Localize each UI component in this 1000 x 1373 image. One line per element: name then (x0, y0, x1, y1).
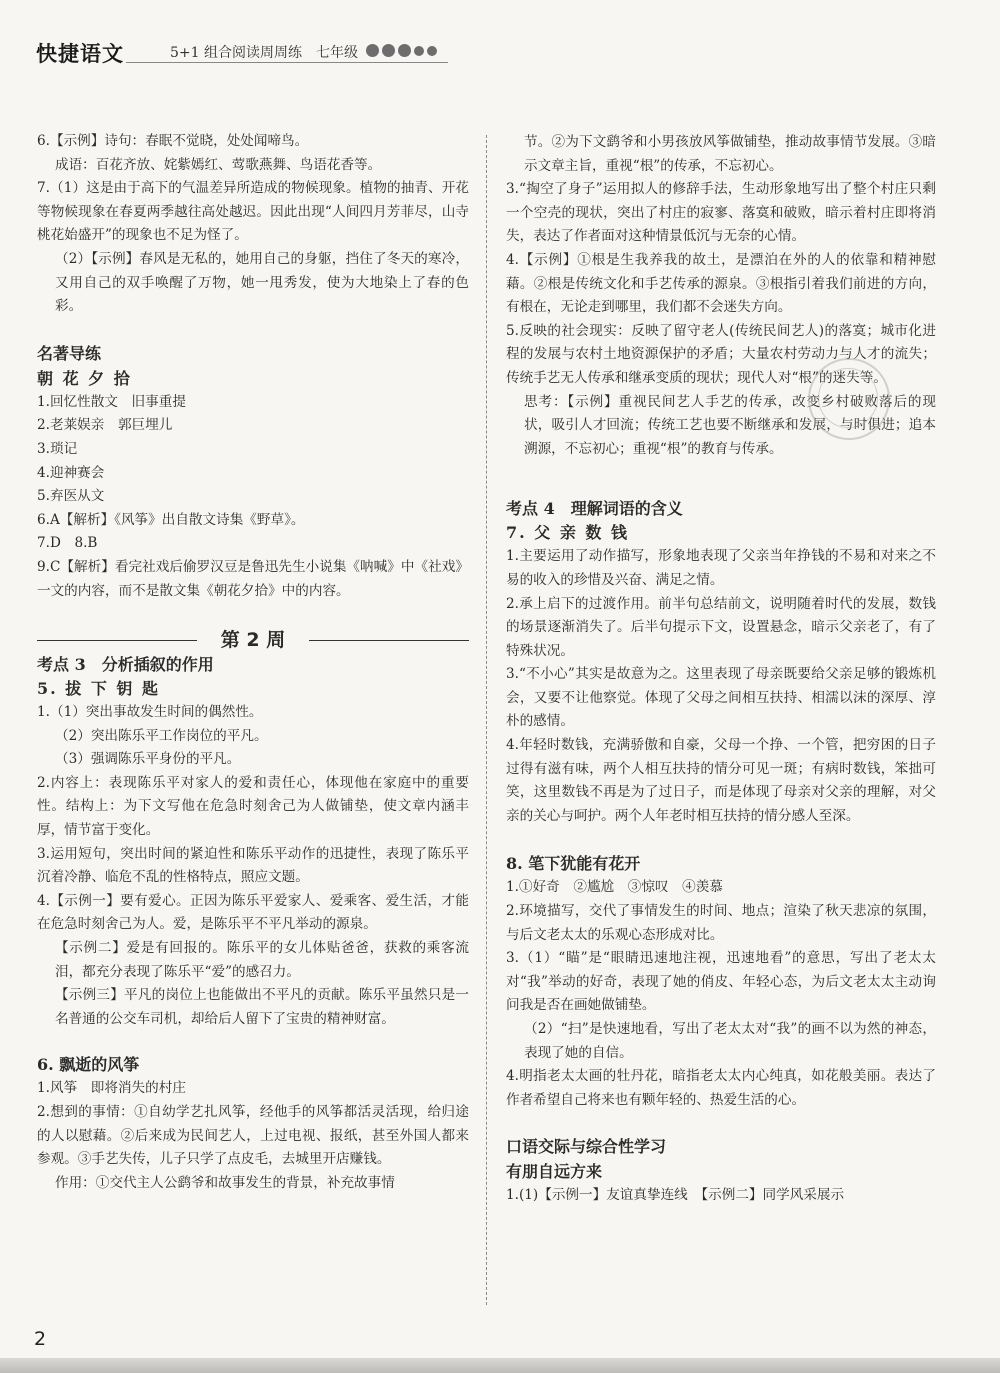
article-7-title: 7. 父 亲 数 钱 (506, 523, 629, 543)
answer-6-idioms: 成语：百花齐放、姹紫嫣红、莺歌燕舞、鸟语花香等。 (55, 156, 382, 173)
a5-answer-1-1: 1.（1）突出事故发生时间的偶然性。 (37, 704, 263, 721)
kaodian-4-title: 考点 4 理解词语的含义 (506, 499, 683, 519)
section-kouyu-title: 口语交际与综合性学习 (506, 1137, 667, 1157)
a6-answer-2-function: 作用：①交代主人公鹞爷和故事发生的背景，补充故事情 (55, 1174, 395, 1191)
a8-answer-1: 1.①好奇 ②尴尬 ③惊叹 ④羡慕 (506, 879, 723, 896)
a7-answer-3: 3.“不小心”其实是故意为之。这里表现了母亲既要给父亲足够的锻炼机会，又要不让他察觉。体现了父母之间相互扶持、相濡以沫的深厚、淳朴的感情。 (506, 666, 936, 730)
a6-answer-3: 3.“掏空了身子”运用拟人的修辞手法，生动形象地写出了整个村庄只剩一个空壳的现状，突出了村庄的寂寥、落寞和破败，暗示着村庄即将消失，表达了作者面对这种情景低沉与无奈的心情。 (506, 181, 936, 245)
mingzhu-answer-6: 6.A【解析】《风筝》出自散文诗集《野草》。 (37, 511, 305, 528)
a8-answer-4: 4.明指老太太画的牡丹花，暗指老太太内心纯真，如花般美丽。表达了作者希望自己将来也有颗年轻的、热爱生活的心。 (506, 1068, 936, 1108)
a6-answer-5: 5.反映的社会现实：反映了留守老人(传统民间艺人)的落寞；城市化进程的发展与农村土地资源保护的矛盾；大量农村劳动力与人才的流失；传统手艺无人传承和继承变质的现状；现代人对“根”的迷失等。 (506, 322, 936, 386)
answer-7-2: （2）【示例】春风是无私的，她用自己的身躯，挡住了冬天的寒冷，又用自己的双手唤醒了万物，她一甩秀发，使为大地染上了春的色彩。 (55, 250, 469, 315)
a6-answer-5-thinking: 思考：【示例】重视民间艺人手艺的传承，改变乡村破败落后的现状，吸引人才回流；传统工艺也要不断继承和发展，与时俱进；追本溯源，不忘初心；重视“根”的教育与传承。 (524, 393, 936, 457)
mingzhu-answer-9: 9.C【解析】看完社戏后偷罗汉豆是鲁迅先生小说集《呐喊》中《社戏》一文的内容，而不是散文集《朝花夕拾》中的内容。 (37, 558, 469, 599)
a6-answer-2: 2.想到的事情：①自幼学艺扎风筝，经他手的风筝都活灵活现，给归途的人以慰藉。②后来成为民间艺人，上过电视、报纸，甚至外国人都来参观。③手艺失传，儿子只学了点皮毛，去城里开店赚钱。 (37, 1104, 469, 1168)
a5-answer-4-example2: 【示例二】爱是有回报的。陈乐平的女儿体贴爸爸，获救的乘客流泪，都充分表现了陈乐平“爱”的感召力。 (55, 940, 469, 980)
a7-answer-4: 4.年轻时数钱，充满骄傲和自豪，父母一个挣、一个管，把穷困的日子过得有滋有味，两个人相互扶持的情分可见一斑；有病时数钱，笨拙可笑，这里数钱不再是为了过日子，而是体现了母亲对父亲的理解，对父亲的关心与呵护。两个人年老时相互扶持的情分感人至深。 (506, 737, 936, 824)
kouyu-answer-1: 1.(1)【示例一】友谊真挚连线 【示例二】同学风采展示 (506, 1187, 845, 1204)
series-subtitle: 5+1 组合阅读周周练 七年级 (170, 45, 358, 61)
section-mingzhu-title: 名著导练 (37, 343, 102, 363)
a6-answer-4: 4.【示例】①根是生我养我的故土，是漂泊在外的人的依靠和精神慰藉。②根是传统文化和手艺传承的源泉。③根指引着我们前进的方向，有根在，无论走到哪里，我们都不会迷失方向。 (506, 251, 936, 316)
mingzhu-answer-2: 2.老莱娱亲 郭巨埋儿 (37, 417, 173, 434)
a5-answer-2: 2.内容上：表现陈乐平对家人的爱和责任心，体现他在家庭中的重要性。结构上：为下文写他在危急时刻舍己为人做铺垫，使文章内涵丰厚，情节富于变化。 (37, 774, 469, 839)
column-divider (486, 135, 487, 1305)
right-column (506, 131, 936, 1208)
a8-answer-3-1: 3.（1）“瞄”是“眼睛迅速地注视，迅速地看”的意思，写出了老太太对“我”举动的好奇，表现了她的俏皮、年轻心态，为后文老太太主动询问我是否在画她做铺垫。 (506, 950, 936, 1014)
week-2-heading: 第 2 周 (37, 627, 469, 653)
mingzhu-answer-4: 4.迎神赛会 (37, 464, 105, 481)
article-5-title: 5. 拔 下 钥 匙 (37, 679, 160, 699)
answer-6: 6.【示例】诗句：春眠不觉晓，处处闻啼鸟。 (37, 133, 309, 149)
answer-7-1: 7.（1）这是由于高下的气温差异所造成的物候现象。植物的抽青、开花等物候现象在春夏两季越往高处越迟。因此出现“人间四月芳菲尽，山寺桃花始盛开”的现象也不足为怪了。 (37, 180, 469, 244)
a5-answer-1-3: （3）强调陈乐平身份的平凡。 (55, 751, 241, 768)
page-number: 2 (34, 1328, 47, 1350)
article-8-title: 8. 笔下犹能有花开 (506, 854, 641, 874)
ink-stamp-seal (808, 358, 890, 440)
a5-answer-4-example3: 【示例三】平凡的岗位上也能做出不平凡的贡献。陈乐平虽然只是一名普通的公交车司机，却给后人留下了宝贵的精神财富。 (55, 987, 469, 1027)
mingzhu-answer-5: 5.弃医从文 (37, 488, 105, 505)
a5-answer-3: 3.运用短句，突出时间的紧迫性和陈乐平动作的迅捷性，表现了陈乐平沉着冷静、临危不乱的性格特点，照应文题。 (37, 845, 469, 886)
header-rule (126, 62, 448, 63)
header-dots-decoration (366, 44, 437, 57)
a8-answer-2: 2.环境描写，交代了事情发生的时间、地点；渲染了秋天悲凉的氛围，与后文老太太的乐观心态形成对比。 (506, 903, 936, 943)
a5-answer-1-2: （2）突出陈乐平工作岗位的平凡。 (55, 727, 268, 744)
a6-answer-1: 1.风筝 即将消失的村庄 (37, 1080, 186, 1097)
a8-answer-3-2: （2）“扫”是快速地看，写出了老太太对“我”的画不以为然的神态，表现了她的自信。 (524, 1021, 936, 1061)
mingzhu-answer-3: 3.琐记 (37, 440, 78, 457)
kaodian-3-title: 考点 3 分析插叙的作用 (37, 655, 214, 675)
topic-youpeng-title: 有朋自远方来 (506, 1162, 603, 1182)
article-6-title: 6. 飘逝的风筝 (37, 1055, 140, 1075)
book-title-zhaohua: 朝 花 夕 拾 (37, 368, 132, 388)
left-column (37, 130, 469, 1195)
a7-answer-1: 1.主要运用了动作描写，形象地表现了父亲当年挣钱的不易和对来之不易的收入的珍惜及兴奋、满足之情。 (506, 548, 936, 588)
a6-answer-2-cont: 节。②为下文鹞爷和小男孩放风筝做铺垫，推动故事情节发展。③暗示文章主旨，重视“根”的传承，不忘初心。 (524, 134, 936, 174)
mingzhu-answer-7-8: 7.D 8.B (37, 535, 98, 552)
page-edge-shadow (0, 1358, 1000, 1373)
a7-answer-2: 2.承上启下的过渡作用。前半句总结前文，说明随着时代的发展，数钱的场景逐渐消失了。后半句提示下文，设置悬念，暗示父亲老了，有了特殊状况。 (506, 595, 936, 659)
brand-title: 快捷语文 (36, 42, 124, 66)
mingzhu-answer-1: 1.回忆性散文 旧事重提 (37, 393, 186, 410)
a5-answer-4-example1: 4.【示例一】要有爱心。正因为陈乐平爱家人、爱乘客、爱生活，才能在危急时刻舍己为人。爱，是陈乐平不平凡举动的源泉。 (37, 892, 469, 933)
